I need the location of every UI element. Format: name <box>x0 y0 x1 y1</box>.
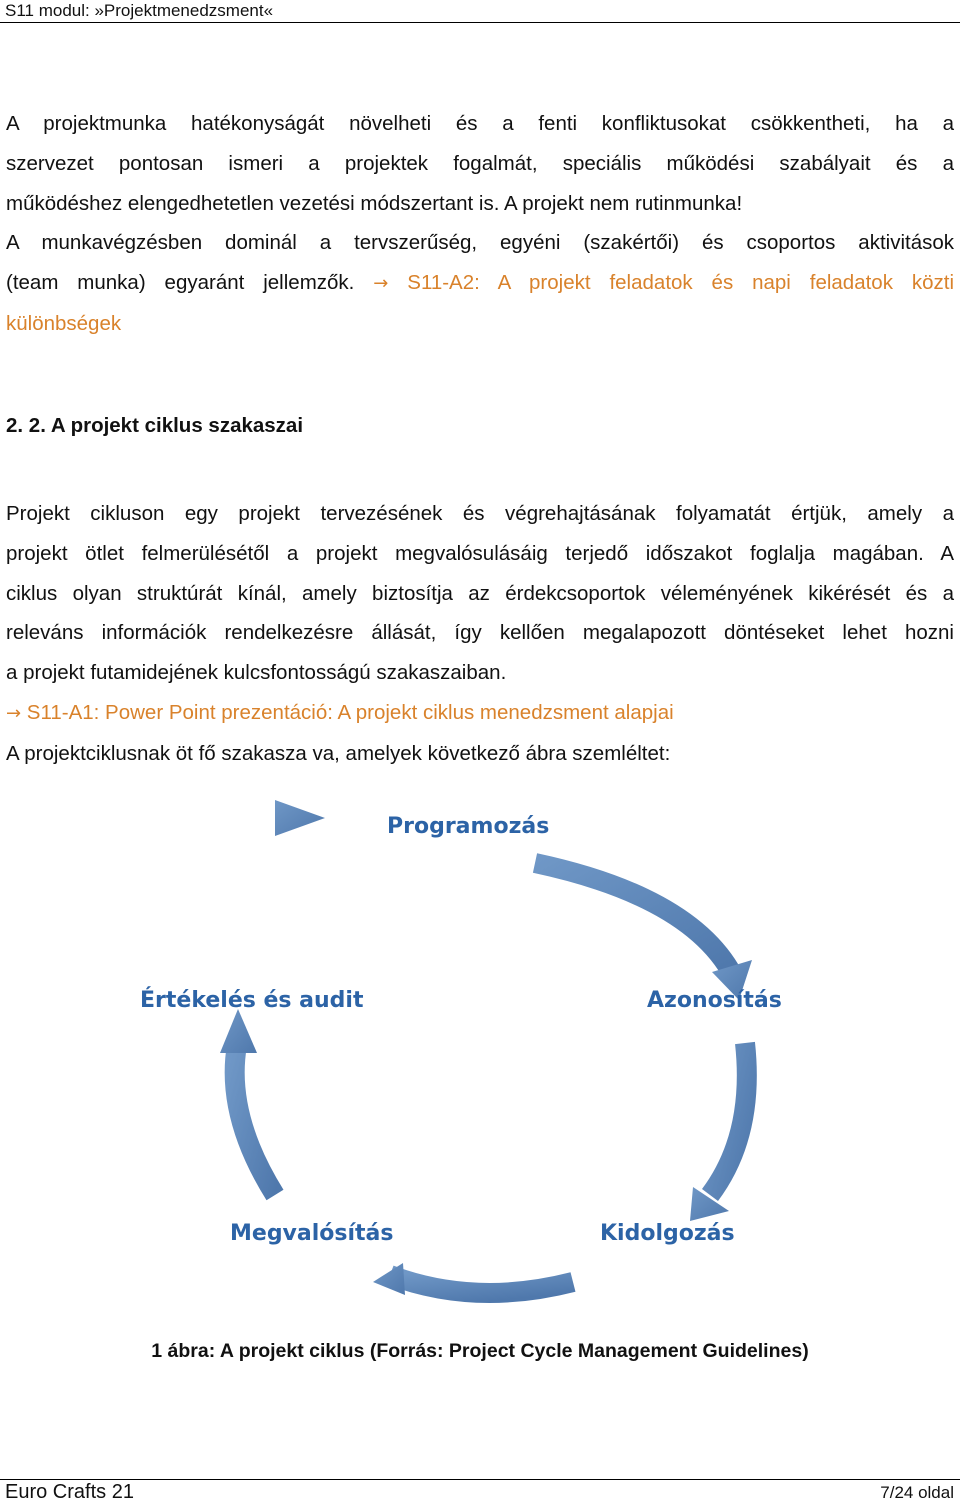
body-line: ciklus olyan struktúrát kínál, amely biztosítja az érdekcsoportok véleményének kikérését és a <box>6 581 954 605</box>
activity-link-a1[interactable]: S11-A1: Power Point prezentáció: A projekt ciklus menedzsment alapjai <box>26 700 674 724</box>
cycle-arrow-implementation-to-evaluation <box>235 1045 275 1195</box>
section-heading: 2. 2. A projekt ciklus szakaszai <box>6 414 304 437</box>
cycle-arrow-identification-to-formulation <box>710 1043 747 1195</box>
intro-paragraph <box>6 104 954 344</box>
body-line: a projekt futamidejének kulcsfontosságú szakaszaiban. <box>6 661 507 685</box>
body-paragraph <box>6 494 954 774</box>
running-header: S11 modul: »Projektmenedzsment« <box>5 1 274 20</box>
page-number: 7/24 oldal <box>880 1483 954 1502</box>
intro-line: működéshez elengedhetetlen vezetési módszertant is. A projekt nem rutinmunka! <box>6 191 743 215</box>
stage-label-identification: Azonosítás <box>647 988 782 1013</box>
arrowhead <box>220 1009 257 1053</box>
activity-link-row <box>6 693 954 734</box>
intro-line: A munkavégzésben dominál a tervszerűség, egyéni (szakértői) és csoportos aktivitások <box>6 231 954 255</box>
body-line: projekt ötlet felmerülésétől a projekt megvalósulásáig terjedő időszakot foglalja magában. A <box>6 541 954 565</box>
arrowhead <box>373 1263 405 1295</box>
intro-line: szervezet pontosan ismeri a projektek fogalmát, speciális működési szabályait és a <box>6 151 954 175</box>
body-line: releváns információk rendelkezésre állását, így kellően megalapozott döntéseket lehet hozni <box>6 621 954 645</box>
stage-label-evaluation: Értékelés és audit <box>140 988 364 1013</box>
project-cycle-figure <box>125 795 825 1335</box>
activity-link-a2[interactable]: S11-A2: A projekt feladatok és napi feladatok közti <box>407 271 955 295</box>
stage-label-implementation: Megvalósítás <box>230 1221 394 1246</box>
stage-label-programming: Programozás <box>387 814 550 839</box>
figure-caption: 1 ábra: A projekt ciklus (Forrás: Project Cycle Management Guidelines) <box>151 1340 809 1362</box>
cycle-arrow-programming-to-identification <box>535 863 730 970</box>
activity-link-a2-continued[interactable]: különbségek <box>6 311 122 335</box>
footer-rule <box>0 1479 960 1480</box>
intro-line: A projektmunka hatékonyságát növelheti és a fenti konfliktusokat csökkentheti, ha a <box>6 112 954 135</box>
arrowhead <box>275 800 325 836</box>
cycle-arrow-formulation-to-implementation <box>390 1275 573 1293</box>
stage-label-formulation: Kidolgozás <box>600 1221 735 1246</box>
footer-left: Euro Crafts 21 <box>5 1481 134 1503</box>
intro-line-with-link <box>6 263 954 304</box>
body-line: Projekt cikluson egy projekt tervezésének és végrehajtásának folyamatát értjük, amely a <box>6 502 954 525</box>
header-rule <box>0 22 960 23</box>
cycle-intro-line: A projektciklusnak öt fő szakasza va, amelyek következő ábra szemléltet: <box>6 741 671 765</box>
intro-line-text: (team munka) egyaránt jellemzők. <box>6 271 355 295</box>
arrow-right-icon: → <box>373 273 389 295</box>
arrow-right-icon: → <box>6 702 22 724</box>
